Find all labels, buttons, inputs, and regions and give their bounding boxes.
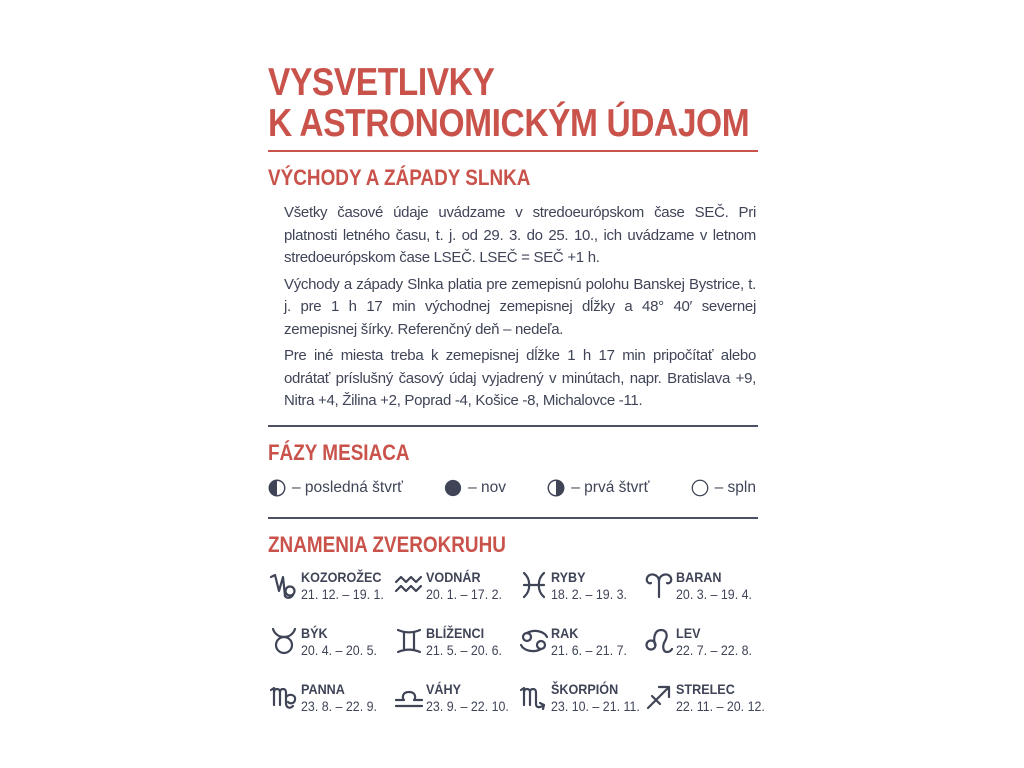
sagittarius-icon: [643, 681, 675, 713]
libra-icon: [393, 681, 425, 713]
last-quarter-icon: [268, 479, 286, 497]
zodiac-sign-virgo: [268, 681, 393, 715]
sign-name: BÝK: [301, 624, 328, 641]
gemini-icon: [393, 625, 425, 657]
document-content: [268, 61, 765, 715]
aries-icon: [643, 569, 675, 601]
phase-first-quarter: [547, 479, 649, 497]
moon-phases-row: [268, 479, 756, 497]
zodiac-heading: ZNAMENIA ZVEROKRUHU: [268, 531, 506, 557]
phase-last-quarter: [268, 479, 403, 497]
sign-dates: 23. 10. – 21. 11.: [551, 698, 640, 714]
taurus-icon: [268, 625, 300, 657]
sign-dates: 20. 3. – 19. 4.: [676, 586, 752, 602]
sign-dates: 23. 8. – 22. 9.: [301, 698, 377, 714]
phase-last-quarter-label: – posledná štvrť: [292, 478, 403, 496]
sign-dates: 22. 7. – 22. 8.: [676, 642, 752, 658]
sign-name: BARAN: [676, 568, 722, 585]
sign-dates: 21. 5. – 20. 6.: [426, 642, 502, 658]
sunrise-paragraph-2: Východy a západy Slnka platia pre zemepisnú polohu Banskej Bystrice, t. j. pre 1 h 17 min východnej zemepisnej dĺžky a 48° 40′ severnej zemepisnej šírky. Referenčný deň – nedeľa.: [284, 275, 756, 338]
scorpio-icon: [518, 681, 550, 713]
zodiac-sign-aries: [643, 569, 758, 603]
section-divider-2: [268, 517, 758, 519]
zodiac-section: [268, 531, 765, 715]
title-divider: [268, 150, 758, 152]
zodiac-sign-pisces: [518, 569, 643, 603]
page-title: [268, 61, 750, 145]
full-moon-icon: [691, 479, 709, 497]
sign-name: RAK: [551, 624, 579, 641]
title-line-1: VYSVETLIVKY: [268, 61, 495, 104]
phase-new-moon: [444, 479, 506, 497]
moon-heading: FÁZY MESIACA: [268, 439, 410, 465]
sign-name: RYBY: [551, 568, 586, 585]
phase-first-quarter-label: – prvá štvrť: [571, 478, 650, 496]
sign-dates: 21. 6. – 21. 7.: [551, 642, 627, 658]
virgo-icon: [268, 681, 300, 713]
sign-dates: 22. 11. – 20. 12.: [676, 698, 765, 714]
sign-dates: 23. 9. – 22. 10.: [426, 698, 509, 714]
sign-name: ŠKORPIÓN: [551, 680, 619, 697]
leo-icon: [643, 625, 675, 657]
phase-new-moon-label: – nov: [468, 478, 507, 496]
zodiac-sign-gemini: [393, 625, 518, 659]
zodiac-sign-leo: [643, 625, 758, 659]
phase-full-moon: [691, 479, 756, 497]
sunrise-section: [268, 166, 758, 413]
sign-name: BLÍŽENCI: [426, 624, 485, 641]
sign-name: KOZOROŽEC: [301, 568, 382, 585]
sign-dates: 18. 2. – 19. 3.: [551, 586, 627, 602]
sign-name: VÁHY: [426, 680, 462, 697]
zodiac-sign-capricorn: [268, 569, 393, 603]
title-line-2: K ASTRONOMICKÝM ÚDAJOM: [268, 102, 750, 145]
sign-name: LEV: [676, 624, 701, 641]
zodiac-sign-sagittarius: [643, 680, 765, 715]
zodiac-sign-cancer: [518, 625, 643, 659]
zodiac-sign-scorpio: [518, 681, 643, 715]
sign-dates: 20. 4. – 20. 5.: [301, 642, 377, 658]
phase-full-moon-label: – spln: [714, 478, 756, 496]
section-divider-1: [268, 425, 758, 427]
moon-section: [268, 441, 758, 497]
cancer-icon: [518, 625, 550, 657]
new-moon-icon: [444, 479, 462, 497]
capricorn-icon: [268, 569, 300, 601]
sunrise-paragraph-1: Všetky časové údaje uvádzame v stredoeurópskom čase SEČ. Pri platnosti letného času, t. j. od 29. 3. do 25. 10., ich uvádzame v letnom stredoeurópskom čase LSEČ. LSEČ = SEČ +1 h.: [284, 204, 756, 266]
sunrise-heading: VÝCHODY A ZÁPADY SLNKA: [268, 165, 531, 190]
aquarius-icon: [393, 569, 425, 601]
sign-name: VODNÁR: [426, 568, 481, 585]
sunrise-paragraph-3: Pre iné miesta treba k zemepisnej dĺžke 1 h 17 min pripočítať alebo odrátať príslušný časový údaj vyjadrený v minútach, napr. Bratislava +9, Nitra +4, Žilina +2, Poprad -4, Košice -8, Michalovce -11.: [284, 347, 756, 409]
sign-name: STRELEC: [676, 680, 735, 697]
zodiac-sign-aquarius: [393, 569, 518, 603]
sign-dates: 20. 1. – 17. 2.: [426, 586, 502, 602]
first-quarter-icon: [547, 479, 565, 497]
sign-dates: 21. 12. – 19. 1.: [301, 586, 384, 602]
zodiac-sign-taurus: [268, 625, 393, 659]
sign-name: PANNA: [301, 680, 345, 697]
pisces-icon: [518, 569, 550, 601]
zodiac-grid: [268, 568, 765, 715]
zodiac-sign-libra: [393, 681, 518, 715]
